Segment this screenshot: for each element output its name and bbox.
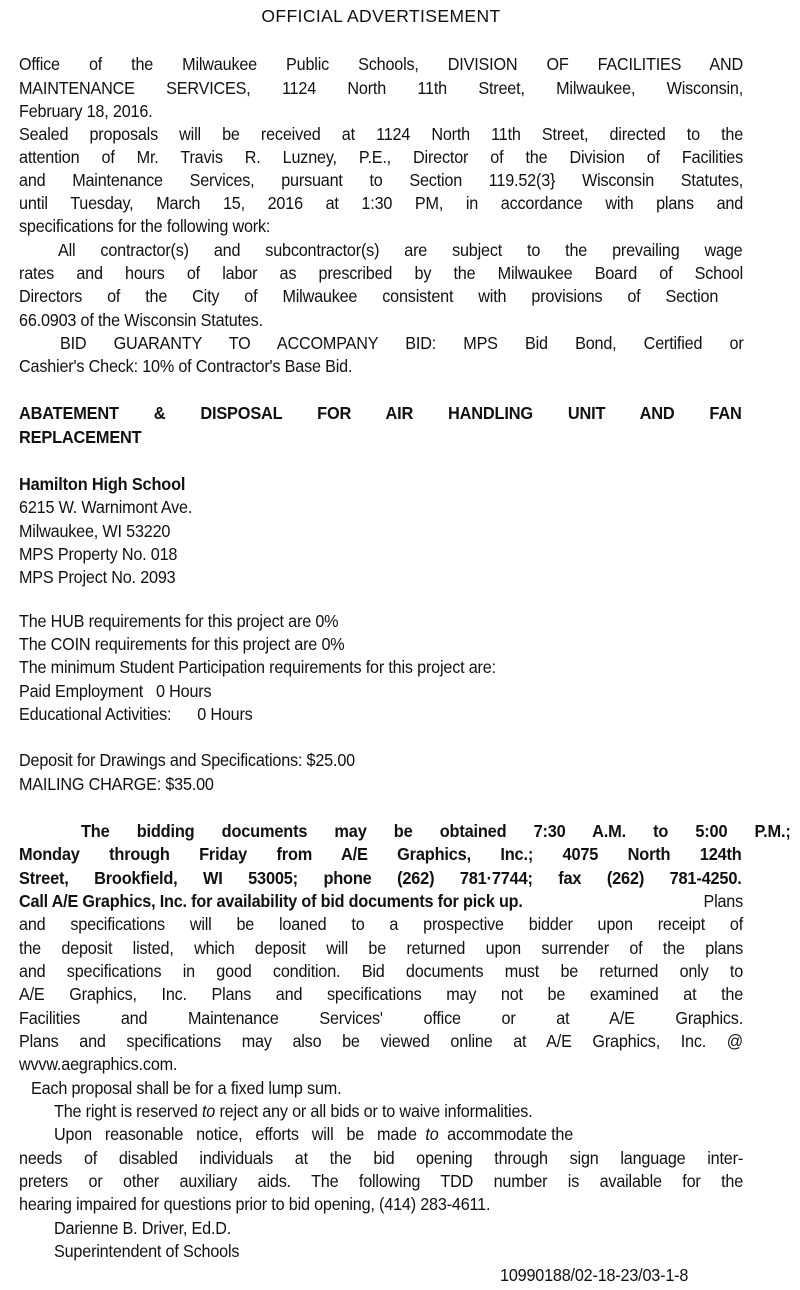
project-title: REPLACEMENT [19,427,142,447]
sealed-line: Sealed proposals will be received at 1124 North 11th Street, directed to the [19,124,744,144]
guaranty-line: Cashier's Check: 10% of Contractor's Base Bid. [19,356,353,376]
notice-line [54,1123,744,1146]
bidding-line: A/E Graphics, Inc. Plans and specifications may not be examined at the [19,984,744,1004]
deposit-fee: Deposit for Drawings and Specifications: $25.00 [19,750,355,770]
notice-line: needs of disabled individuals at the bid opening through sign language inter- [19,1148,744,1168]
project-title: ABATEMENT & DISPOSAL FOR AIR HANDLING UNIT AND FAN [19,403,742,423]
rights-note [54,1100,532,1123]
pickup-note: Call A/E Graphics, Inc. for availability of bid documents for pick up. [19,891,523,911]
wage-line: All contractor(s) and subcontractor(s) are subject to the prevailing wage [58,240,743,260]
signature-title: Superintendent of Schools [54,1241,240,1261]
notice-text: accommodate the [438,1124,574,1144]
bidding-line: Plans and specifications may also be viewed online at A/E Graphics, Inc. @ [19,1031,744,1051]
intro-line: February 18, 2016. [19,101,153,121]
wage-line: Directors of the City of Milwaukee consistent with provisions of Section [19,286,719,306]
notice-line: hearing impaired for questions prior to bid opening, (414) 283-4611. [19,1194,491,1214]
bidding-line: Monday through Friday from A/E Graphics, Inc.; 4075 North 124th [19,844,742,864]
bidding-line: the deposit listed, which deposit will be returned upon surrender of the plans [19,938,744,958]
mailing-charge: MAILING CHARGE: $35.00 [19,774,214,794]
sealed-line: and Maintenance Services, pursuant to Section 119.52(3} Wisconsin Statutes, [19,170,744,190]
paid-employment: Paid Employment 0 Hours [19,681,212,701]
bidding-line [19,890,743,913]
sealed-line: attention of Mr. Travis R. Luzney, P.E., Director of the Division of Facilities [19,147,744,167]
student-requirement: The minimum Student Participation requirements for this project are: [19,657,496,677]
intro-line: Office of the Milwaukee Public Schools, DIVISION OF FACILITIES AND [19,54,744,74]
bidding-line: Street, Brookfield, WI 53005; phone (262) 781·7744; fax (262) 781-4250. [19,868,742,888]
document-title: OFFICIAL ADVERTISEMENT [261,6,501,26]
hub-requirement: The HUB requirements for this project are 0% [19,611,339,631]
lump-sum-note: Each proposal shall be for a fixed lump sum. [31,1078,342,1098]
notice-line: preters or other auxiliary aids. The following TDD number is available for the [19,1171,744,1191]
wage-line: 66.0903 of the Wisconsin Statutes. [19,310,263,330]
school-city: Milwaukee, WI 53220 [19,521,171,541]
bidding-line: The bidding documents may be obtained 7:30 A.M. to 5:00 P.M.; [81,821,791,841]
project-number: MPS Project No. 2093 [19,567,176,587]
website-link[interactable]: wvvw.aegraphics.com. [19,1054,178,1074]
bidding-line: and specifications in good condition. Bid documents must be returned only to [19,961,744,981]
property-number: MPS Property No. 018 [19,544,178,564]
notice-italic: to [425,1124,439,1144]
guaranty-line: BID GUARANTY TO ACCOMPANY BID: MPS Bid Bond, Certified or [60,333,744,353]
wage-line: rates and hours of labor as prescribed by the Milwaukee Board of School [19,263,744,283]
reference-number: 10990188/02-18-23/03-1-8 [500,1265,689,1285]
school-name: Hamilton High School [19,474,186,494]
signature-name: Darienne B. Driver, Ed.D. [54,1218,232,1238]
rights-italic: to [201,1101,216,1121]
bidding-line: and specifications will be loaned to a prospective bidder upon receipt of [19,914,744,934]
plans-word: Plans [703,891,744,911]
sealed-line: until Tuesday, March 15, 2016 at 1:30 PM, in accordance with plans and [19,193,744,213]
educational-activities: Educational Activities: 0 Hours [19,704,253,724]
school-address: 6215 W. Warnimont Ave. [19,497,193,517]
bidding-line: Facilities and Maintenance Services' office or at A/E Graphics. [19,1008,744,1028]
coin-requirement: The COIN requirements for this project are 0% [19,634,345,654]
notice-text: Upon reasonable notice, efforts will be made [54,1124,426,1144]
sealed-line: specifications for the following work: [19,216,271,236]
rights-text: reject any or all bids or to waive informalities. [215,1101,533,1121]
rights-text: The right is reserved [54,1101,202,1121]
intro-line: MAINTENANCE SERVICES, 1124 North 11th Street, Milwaukee, Wisconsin, [19,78,744,98]
